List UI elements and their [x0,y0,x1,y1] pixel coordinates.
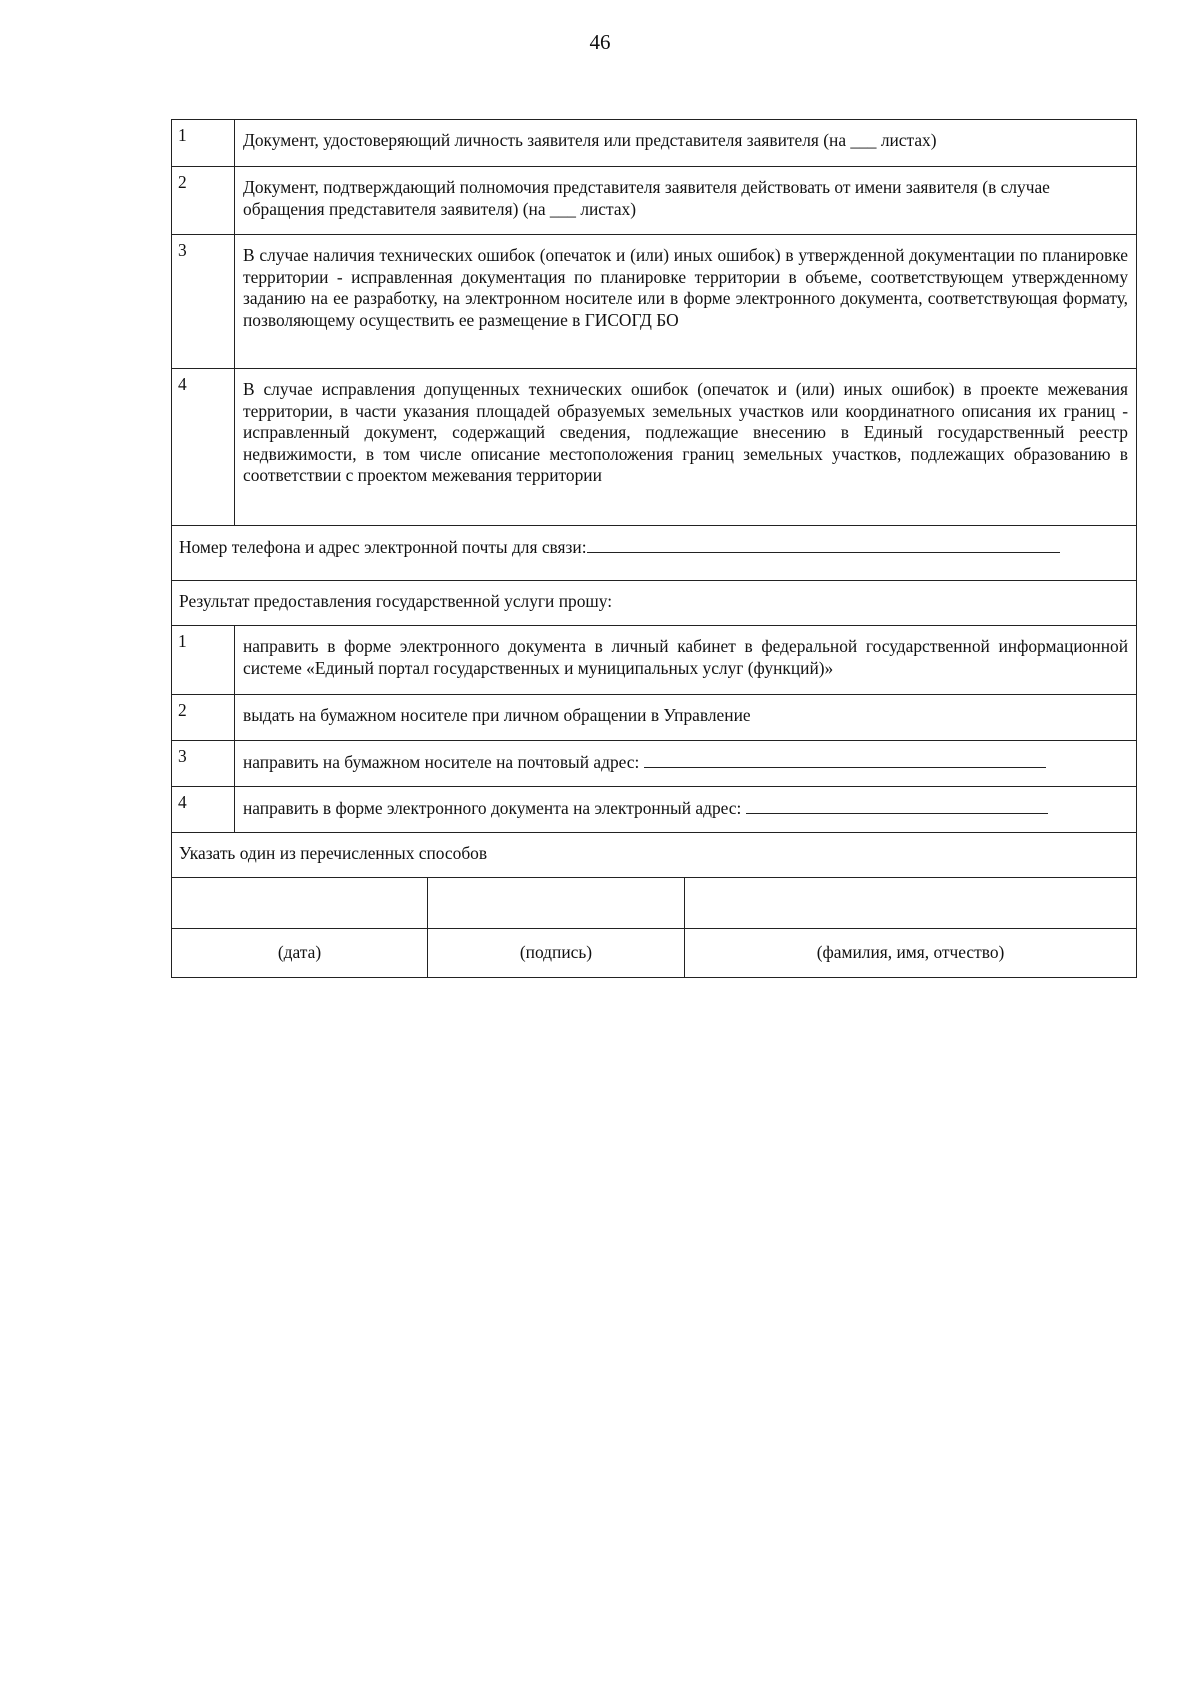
contact-input-line[interactable] [587,536,1060,553]
signature-fields-row [172,878,1137,929]
result-option-row [172,787,1137,833]
row-number: 4 [172,369,235,526]
row-number: 3 [172,741,235,787]
instruction-row [172,833,1137,878]
result-option-text: направить на бумажном носителе на почтовый адрес: [243,752,640,772]
document-row [172,167,1137,235]
instruction-text: Указать один из перечисленных способов [172,833,1137,878]
result-option-text: выдать на бумажном носителе при личном обращении в Управление [235,695,1137,741]
row-number: 2 [172,167,235,235]
result-option-text: направить в форме электронного документа в личный кабинет в федеральной государственной информационной системе «Единый портал государственных и муниципальных услуг (функций)» [235,626,1137,695]
date-field[interactable] [172,878,428,929]
full-name-label: (фамилия, имя, отчество) [685,929,1137,978]
result-option-row [172,741,1137,787]
result-option-row [172,695,1137,741]
document-row [172,369,1137,526]
row-number: 2 [172,695,235,741]
row-number: 1 [172,120,235,167]
result-option-text: направить в форме электронного документа на электронный адрес: [243,798,742,818]
result-header: Результат предоставления государственной услуги прошу: [172,581,1137,626]
row-number: 1 [172,626,235,695]
document-row [172,120,1137,167]
result-option-row [172,626,1137,695]
postal-address-input-line[interactable] [644,751,1046,768]
document-description: Документ, удостоверяющий личность заявителя или представителя заявителя (на ___ листах) [235,120,1137,167]
row-number: 4 [172,787,235,833]
signature-label: (подпись) [428,929,685,978]
document-description: В случае наличия технических ошибок (опечаток и (или) иных ошибок) в утвержденной документации по планировке территории - исправленная документация по планировке территории в объеме, соответствующем утвержденному заданию на ее разработку, на электронном носителе или в форме электронного документа, соответствующая формату, позволяющему осуществить ее размещение в ГИСОГД БО [235,235,1137,369]
row-number: 3 [172,235,235,369]
email-address-input-line[interactable] [746,797,1048,814]
date-label: (дата) [172,929,428,978]
contact-row [172,526,1137,581]
signature-field[interactable] [428,878,685,929]
result-header-row [172,581,1137,626]
application-form-table [171,119,1137,978]
full-name-field[interactable] [685,878,1137,929]
document-row [172,235,1137,369]
signature-labels-row [172,929,1137,978]
page-number: 46 [589,30,611,54]
contact-label: Номер телефона и адрес электронной почты для связи: [179,537,587,557]
document-description: В случае исправления допущенных технических ошибок (опечаток и (или) иных ошибок) в проекте межевания территории, в части указания площадей образуемых земельных участков или координатного описания их границ - исправленный документ, содержащий сведения, подлежащие внесению в Единый государственный реестр недвижимости, в том числе описание местоположения границ земельных участков, подлежащих образованию в соответствии с проектом межевания территории [235,369,1137,526]
document-description: Документ, подтверждающий полномочия представителя заявителя действовать от имени заявителя (в случае обращения представителя заявителя) (на ___ листах) [235,167,1137,235]
